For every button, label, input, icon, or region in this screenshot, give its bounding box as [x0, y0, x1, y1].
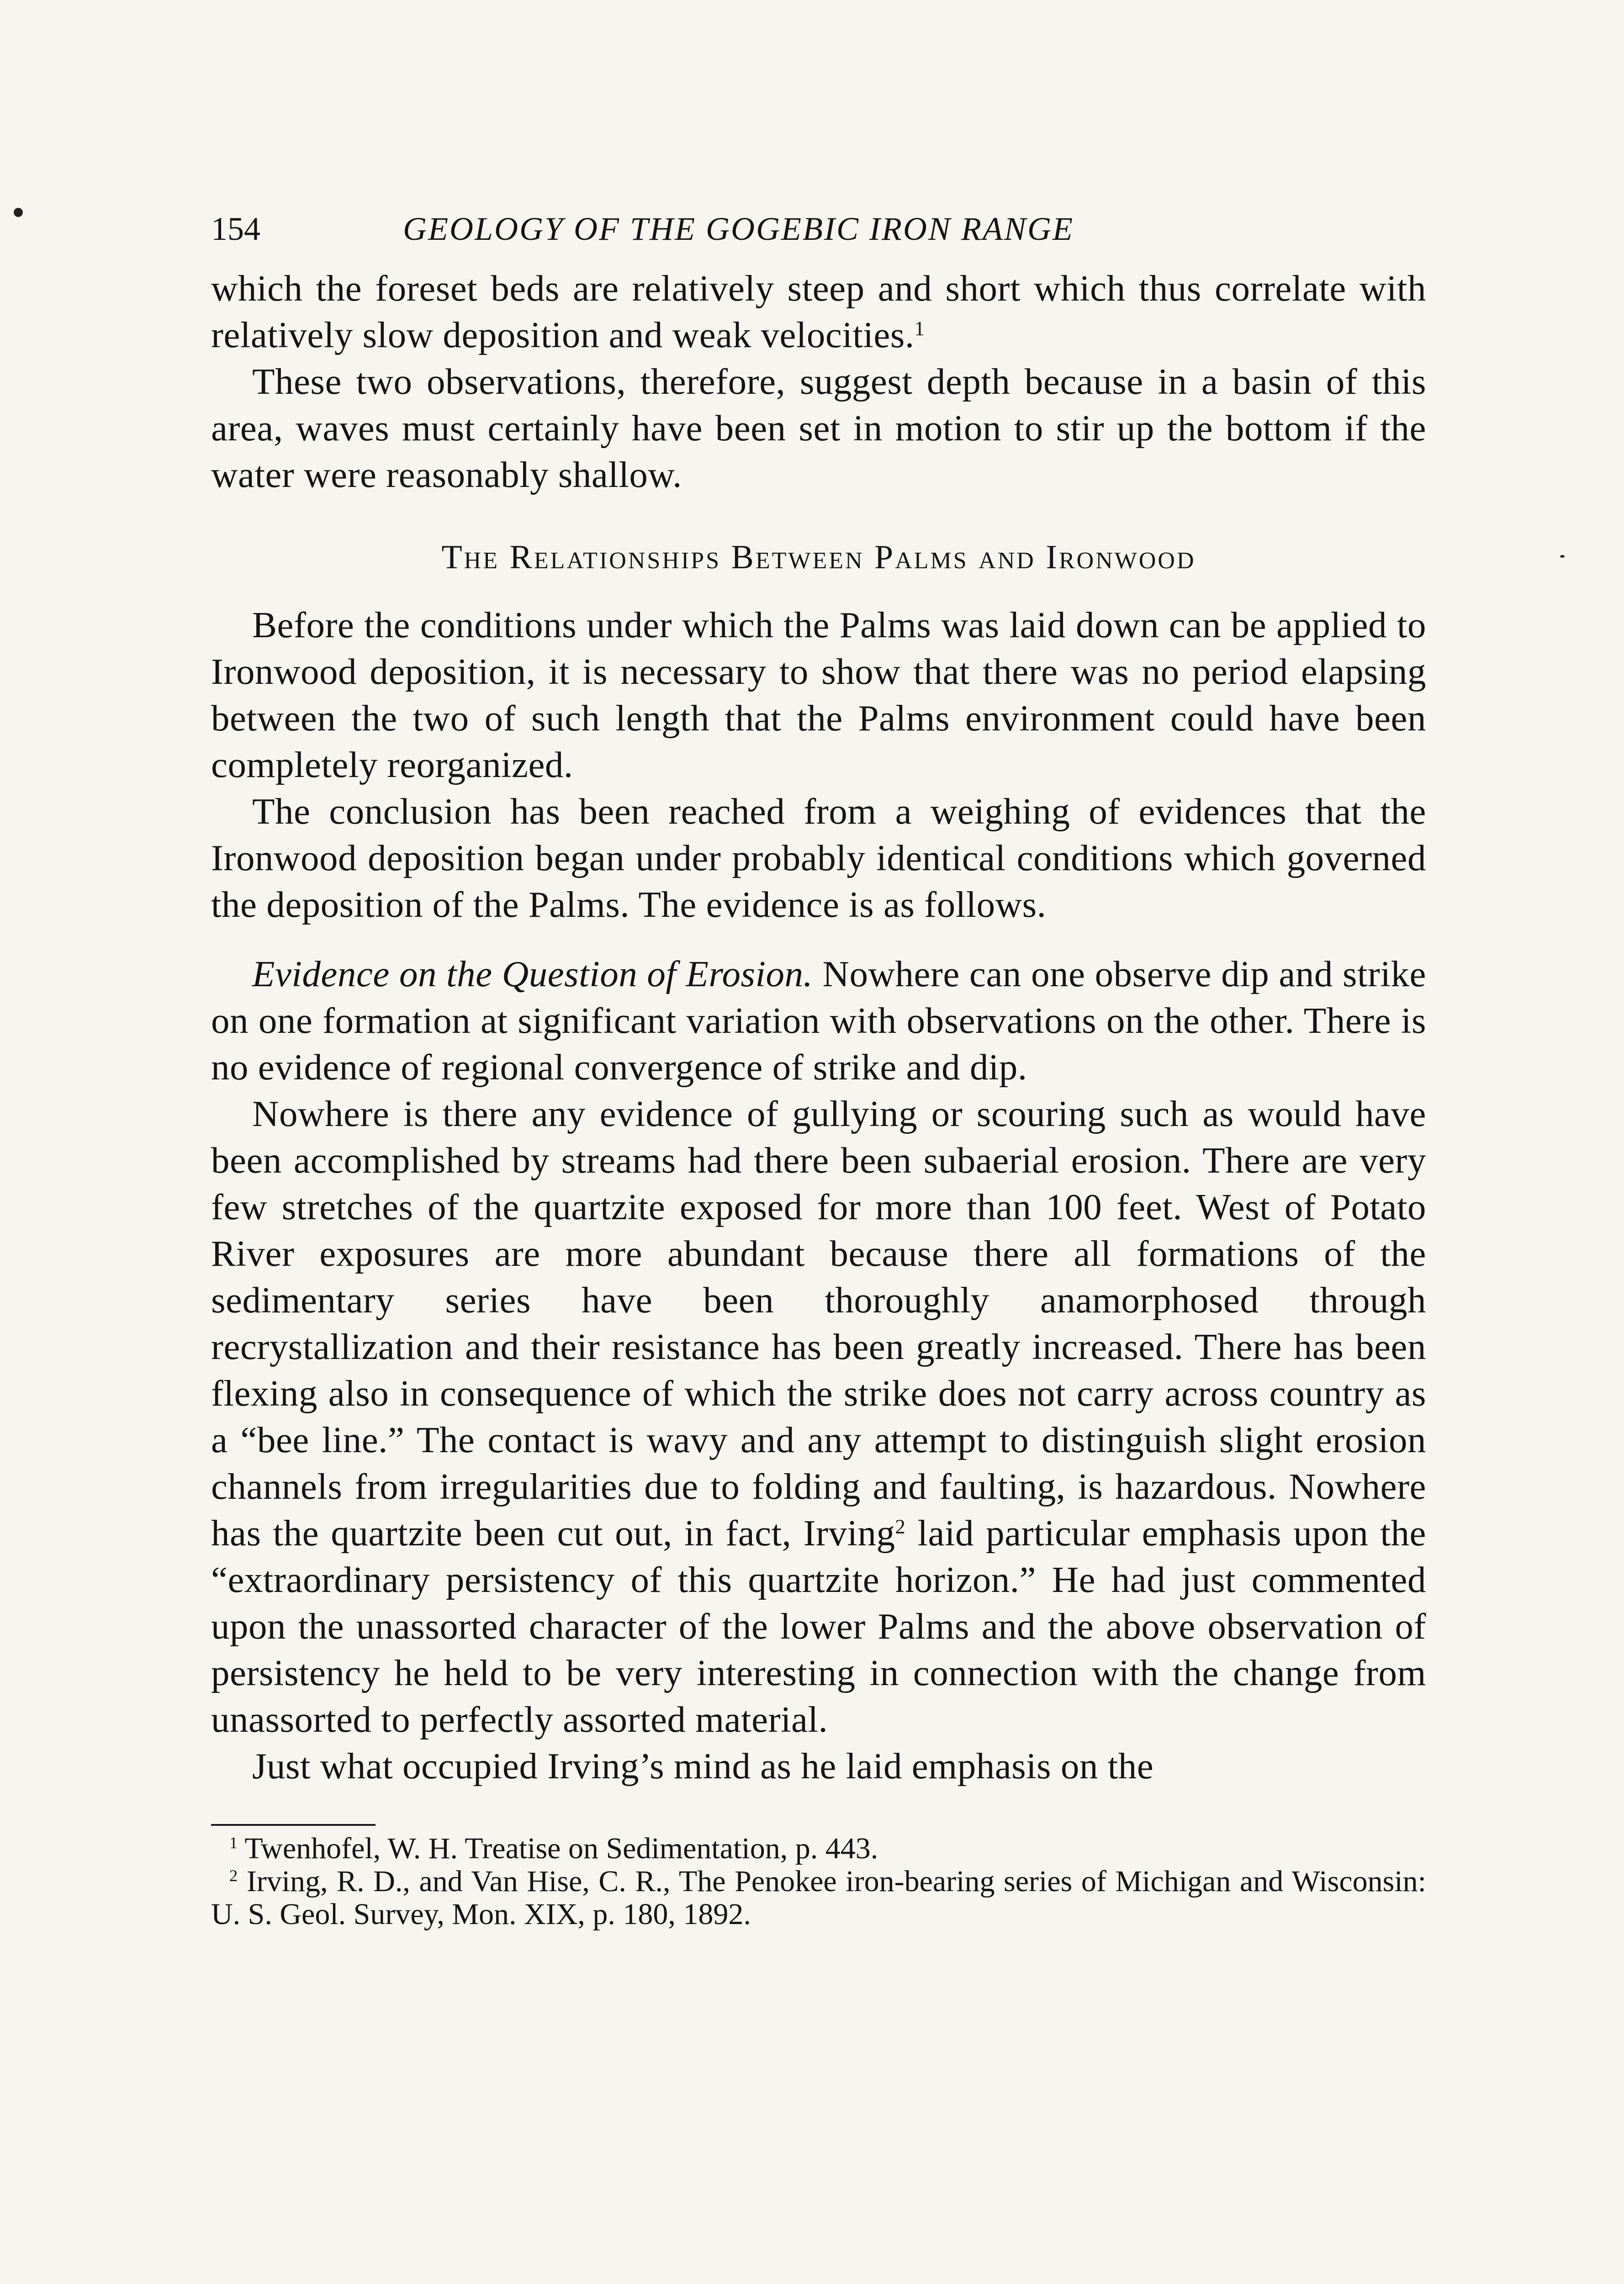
paragraph-text: Nowhere is there any evidence of gullying or scouring such as would have been accomplished by streams had there been subaerial erosion. There are very few stretches of the quartzite exposed for more than 100 feet. West of Potato River exposures are more abundant because there all formations of the sedimentary series have been thoroughly anamorphosed through recrystallization and their resistance has been greatly increased. There has been flexing also in consequence of which the strike does not carry across country as a “bee line.” The contact is wavy and any attempt to distinguish slight erosion channels from irregularities due to folding and faulting, is hazardous. Nowhere has the quartzite been cut out, in fact, Irving: [211, 1093, 1426, 1554]
book-page: [211, 210, 1426, 1931]
page-header: [211, 210, 1426, 265]
paragraph-text: Nowhere can one observe dip and strike on one formation at significant variation with observations on the other. There is no evidence of regional convergence of strike and dip.: [211, 953, 1426, 1088]
paragraph-continuation: [211, 265, 1426, 358]
paragraph: [211, 1090, 1426, 1743]
paragraph-erosion: [211, 951, 1426, 1090]
paragraph: These two observations, therefore, suggest depth because in a basin of this area, waves must certainly have been set in motion to stir up the bottom if the water were reasonably shallow.: [211, 361, 1426, 495]
ink-speck: [14, 208, 23, 217]
paragraph: Just what occupied Irving’s mind as he laid emphasis on the: [252, 1745, 1154, 1787]
paragraph-text: which the foreset beds are relatively steep and short which thus correlate with relatively slow deposition and weak velocities.: [211, 268, 1426, 355]
paragraph: Before the conditions under which the Palms was laid down can be applied to Ironwood deposition, it is necessary to show that there was no period elapsing between the two of such length that the Palms environment could have been completely reorganized.: [211, 604, 1426, 785]
footnote-2: [211, 1865, 1426, 1931]
footnote-text: Irving, R. D., and Van Hise, C. R., The Penokee iron-bearing series of Michigan and Wisconsin: U. S. Geol. Survey, Mon. XIX, p. 180, 1892.: [211, 1865, 1426, 1931]
spacer: [211, 928, 1426, 951]
footnote-mark: 2: [229, 1866, 238, 1885]
footnote-text: Twenhofel, W. H. Treatise on Sedimentation, p. 443.: [238, 1832, 878, 1865]
running-title: GEOLOGY OF THE GOGEBIC IRON RANGE: [403, 211, 1074, 247]
footnote-ref-1: 1: [914, 317, 925, 340]
ink-speck: [1560, 555, 1565, 558]
subsection-title: Evidence on the Question of Erosion.: [252, 953, 813, 994]
page-number: 154: [211, 211, 260, 247]
paragraph: The conclusion has been reached from a weighing of evidences that the Ironwood deposition began under probably identical conditions which governed the deposition of the Palms. The evidence is as follows.: [211, 791, 1426, 925]
section-heading: The Relationships Between Palms and Ironwood: [441, 539, 1196, 576]
footnote-mark: 1: [229, 1834, 238, 1852]
footnote-ref-2: 2: [895, 1515, 906, 1538]
footnote-rule: [211, 1824, 376, 1826]
footnote-1: [211, 1832, 1426, 1865]
paragraph-text: laid particular emphasis upon the “extraordinary persistency of this quartzite horizon.” He had just commented upon the unassorted character of the lower Palms and the above observation of persistency he held to be very interesting in connection with the change from unassorted to perfectly assorted material.: [211, 1512, 1426, 1740]
